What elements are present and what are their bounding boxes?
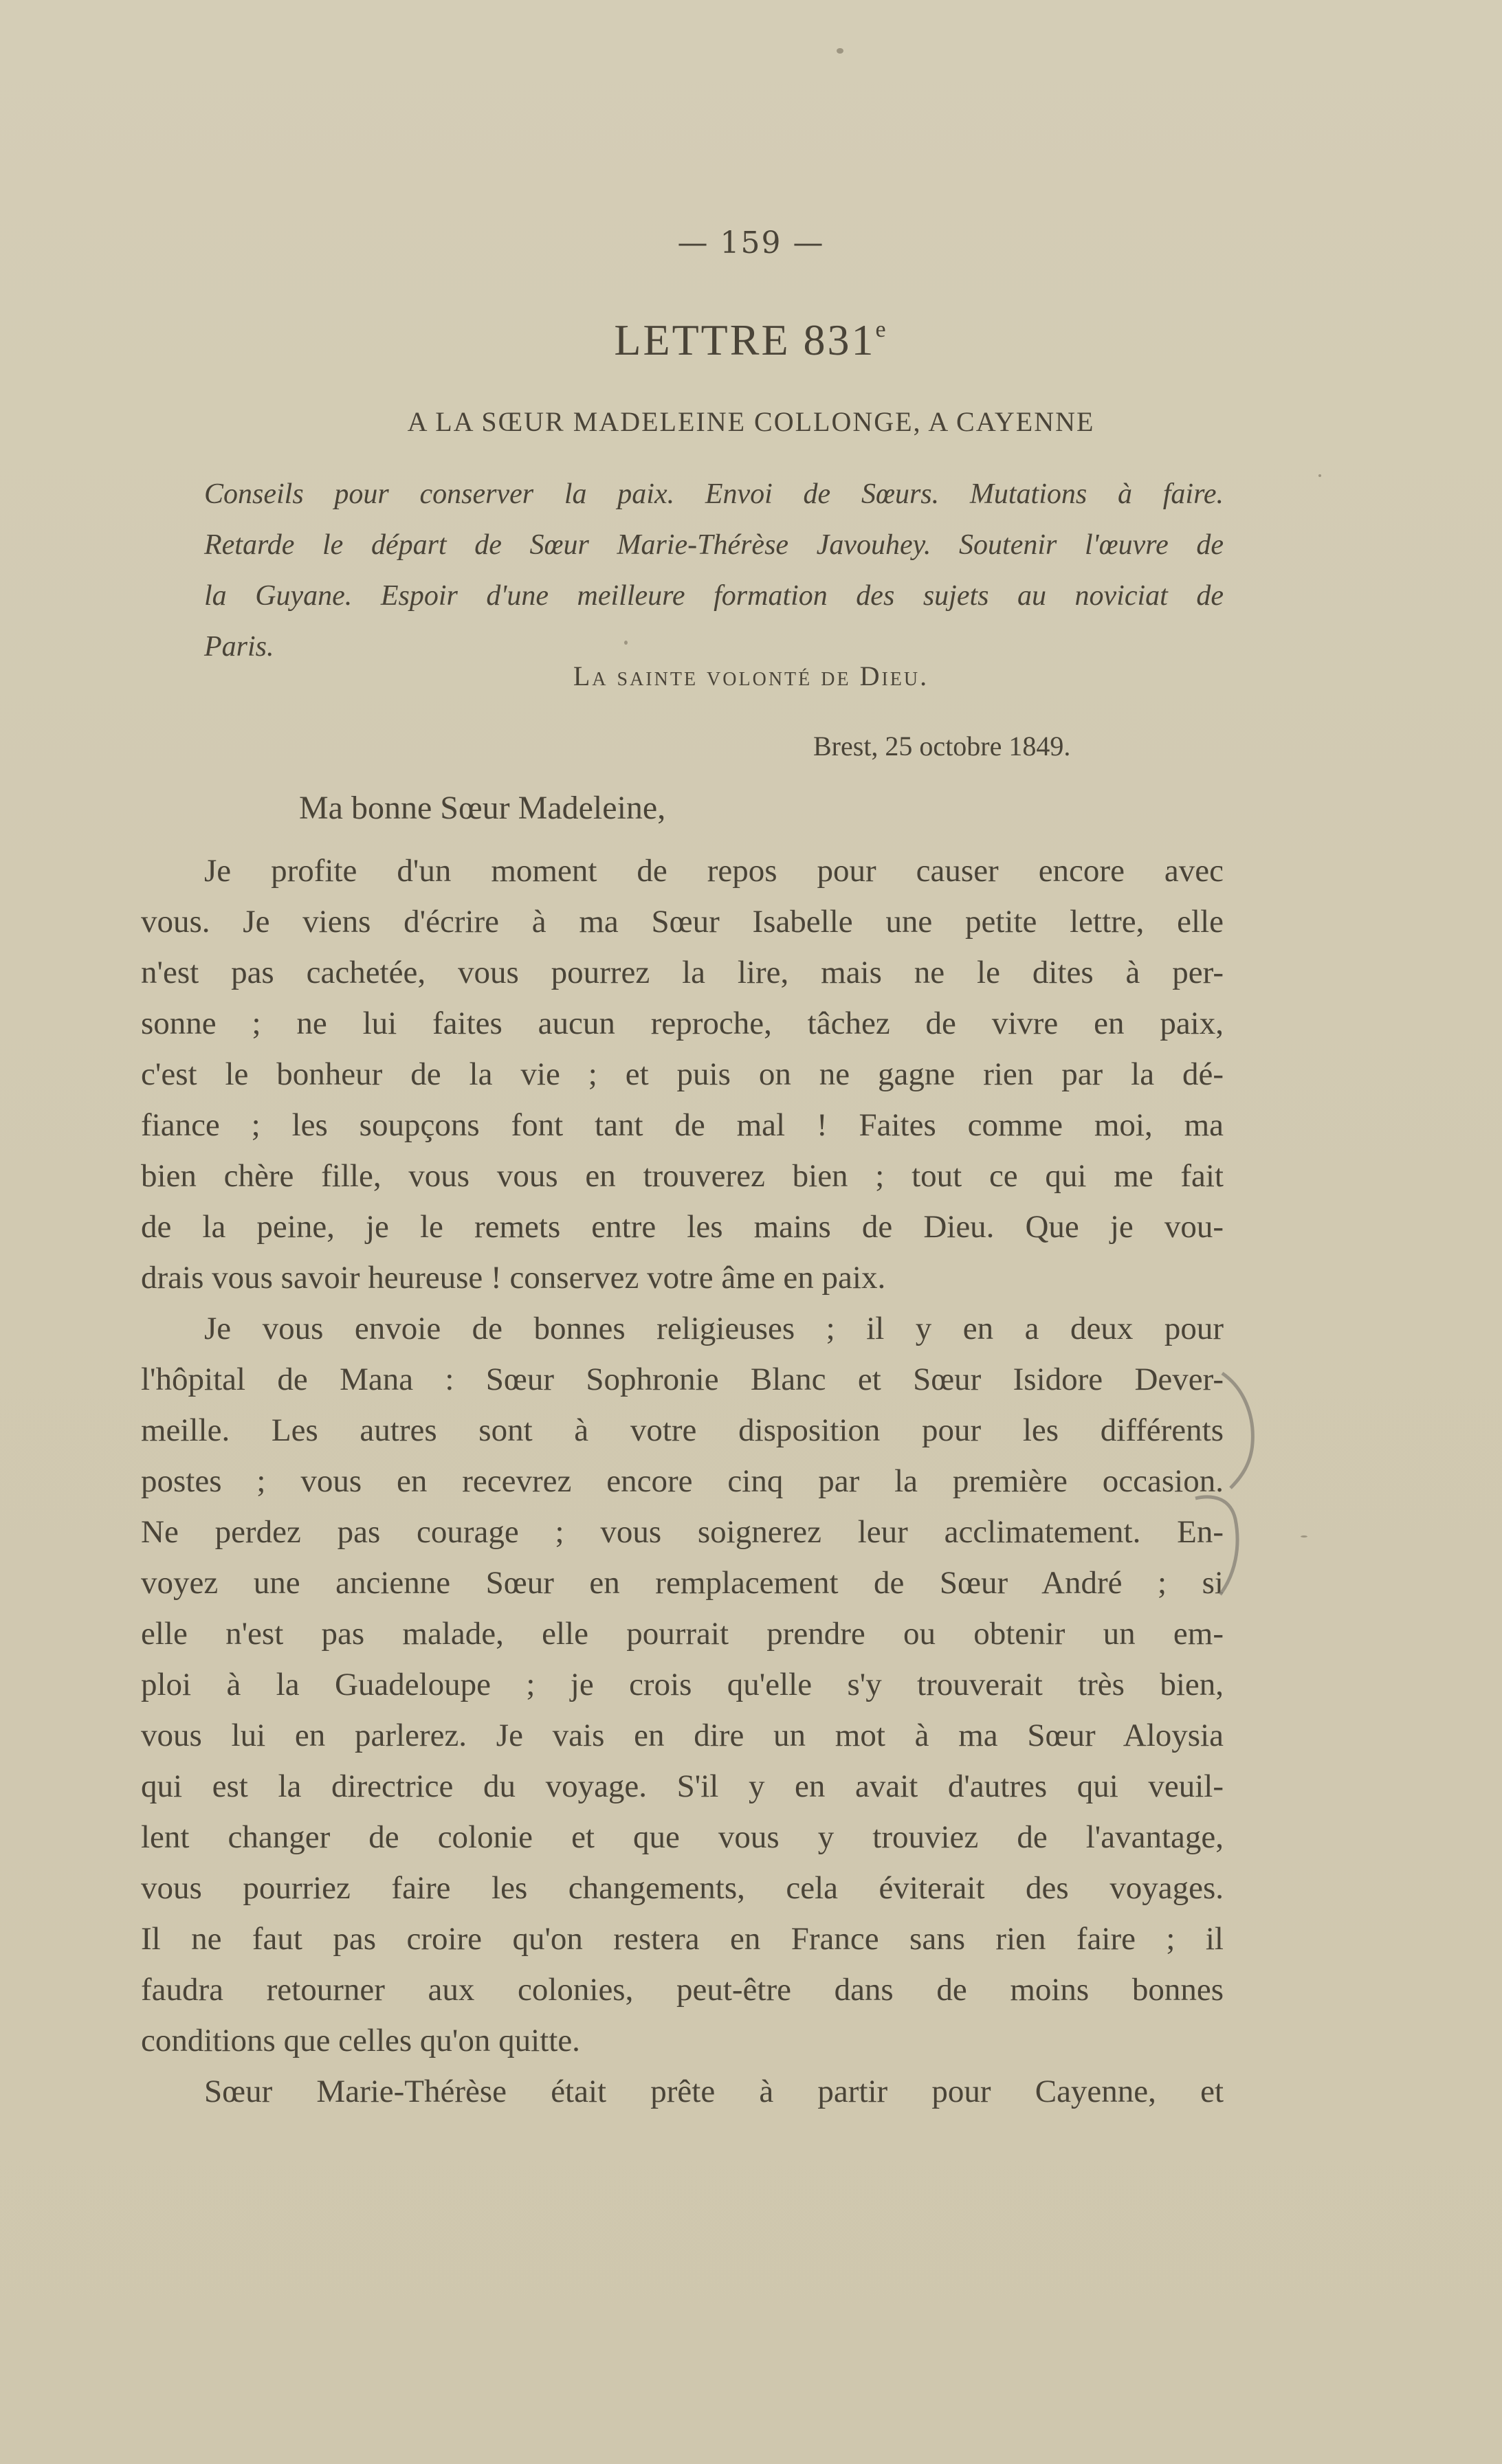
body-line: meille. Les autres sont à votre disposition pour les différents bbox=[141, 1412, 1224, 1448]
body-line: vous. Je viens d'écrire à ma Sœur Isabelle une petite lettre, elle bbox=[141, 904, 1224, 940]
pencil-bracket-lower-icon bbox=[1193, 1491, 1255, 1601]
body-line: bien chère fille, vous vous en trouverez bien ; tout ce qui me fait bbox=[141, 1158, 1224, 1194]
body-line: voyez une ancienne Sœur en remplacement de Sœur André ; si bbox=[141, 1565, 1224, 1601]
body-line: faudra retourner aux colonies, peut-être dans de moins bonnes bbox=[141, 1972, 1224, 2008]
body-line: Sœur Marie-Thérèse était prête à partir pour Cayenne, et bbox=[204, 2074, 1224, 2109]
letter-title-suffix: e bbox=[875, 317, 888, 342]
letter-title-text: LETTRE 831 bbox=[614, 315, 876, 364]
body-line: n'est pas cachetée, vous pourrez la lire, mais ne le dites à per- bbox=[141, 955, 1224, 990]
body-line: postes ; vous en recevrez encore cinq par la première occasion. bbox=[141, 1463, 1224, 1499]
body-line: lent changer de colonie et que vous y trouviez de l'avantage, bbox=[141, 1819, 1224, 1855]
body-line: Il ne faut pas croire qu'on restera en France sans rien faire ; il bbox=[141, 1921, 1224, 1957]
body-line: vous pourriez faire les changements, cela éviterait des voyages. bbox=[141, 1870, 1224, 1906]
body-line: c'est le bonheur de la vie ; et puis on ne gagne rien par la dé- bbox=[141, 1056, 1224, 1092]
paper-speck bbox=[1318, 474, 1321, 477]
summary-line: la Guyane. Espoir d'une meilleure formation des sujets au noviciat de bbox=[204, 580, 1224, 612]
letter-title bbox=[0, 315, 1502, 366]
body-line: qui est la directrice du voyage. S'il y en avait d'autres qui veuil- bbox=[141, 1768, 1224, 1804]
paper-speck bbox=[624, 641, 628, 645]
invocation-heading: La sainte volonté de Dieu. bbox=[573, 661, 929, 691]
place-date: Brest, 25 octobre 1849. bbox=[813, 731, 1071, 762]
summary-line: Paris. bbox=[204, 631, 274, 663]
salutation: Ma bonne Sœur Madeleine, bbox=[299, 790, 666, 826]
body-line: ploi à la Guadeloupe ; je crois qu'elle s'y trouverait très bien, bbox=[141, 1667, 1224, 1702]
summary-line: Retarde le départ de Sœur Marie-Thérèse Javouhey. Soutenir l'œuvre de bbox=[204, 529, 1224, 561]
body-line: drais vous savoir heureuse ! conservez votre âme en paix. bbox=[141, 1260, 886, 1296]
letter-recipient: A LA SŒUR MADELEINE COLLONGE, A CAYENNE bbox=[407, 406, 1095, 437]
body-line: sonne ; ne lui faites aucun reproche, tâchez de vivre en paix, bbox=[141, 1006, 1224, 1041]
paper-speck bbox=[1301, 1535, 1307, 1538]
body-line: vous lui en parlerez. Je vais en dire un mot à ma Sœur Aloysia bbox=[141, 1718, 1224, 1753]
letter-summary bbox=[141, 469, 1224, 673]
body-line: conditions que celles qu'on quitte. bbox=[141, 2023, 580, 2058]
body-line: Je vous envoie de bonnes religieuses ; il y en a deux pour bbox=[204, 1311, 1224, 1346]
body-line: de la peine, je le remets entre les mains de Dieu. Que je vou- bbox=[141, 1209, 1224, 1245]
paper-speck bbox=[837, 48, 843, 54]
body-line: l'hôpital de Mana : Sœur Sophronie Blanc et Sœur Isidore Dever- bbox=[141, 1362, 1224, 1397]
letter-body bbox=[141, 845, 1224, 2117]
summary-line: Conseils pour conserver la paix. Envoi de Sœurs. Mutations à faire. bbox=[204, 478, 1224, 510]
body-line: elle n'est pas malade, elle pourrait prendre ou obtenir un em- bbox=[141, 1616, 1224, 1652]
pencil-bracket-upper-icon bbox=[1217, 1368, 1272, 1491]
page-number: — 159 — bbox=[677, 225, 825, 260]
body-line: Ne perdez pas courage ; vous soignerez leur acclimatement. En- bbox=[141, 1514, 1224, 1550]
body-line: Je profite d'un moment de repos pour causer encore avec bbox=[204, 853, 1224, 889]
body-line: fiance ; les soupçons font tant de mal ! Faites comme moi, ma bbox=[141, 1107, 1224, 1143]
